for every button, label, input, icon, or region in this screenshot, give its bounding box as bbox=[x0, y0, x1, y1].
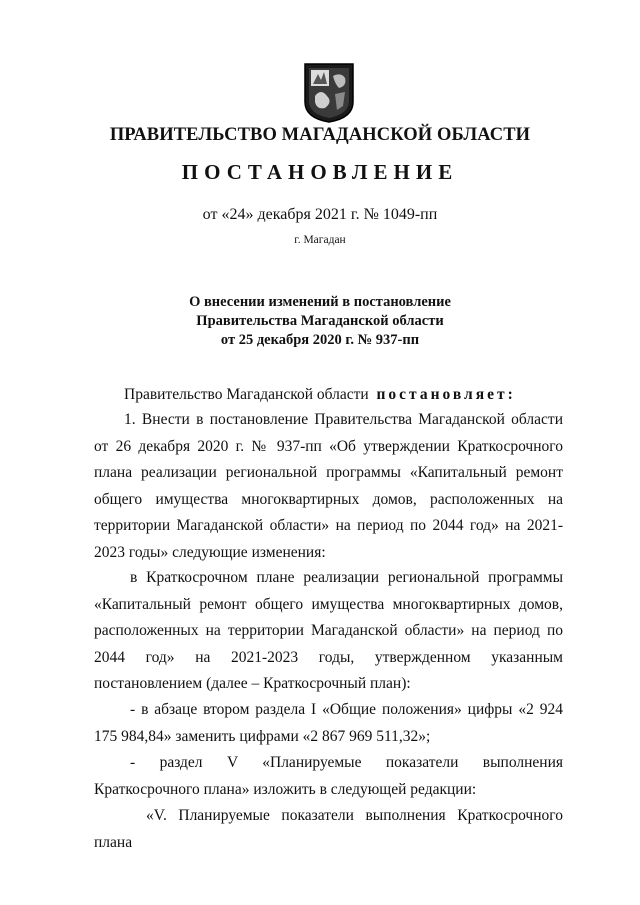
government-title: ПРАВИТЕЛЬСТВО МАГАДАНСКОЙ ОБЛАСТИ bbox=[109, 125, 531, 145]
decree-subject bbox=[0, 293, 640, 350]
paragraph-text: 1. Внести в постановление Правительства Магаданской области от 26 декабря 2020 г. № 937-пп «Об утверждении Краткосрочного плана реализации региональной программы «Капитальный ремонт общего имущества многоквартирных домов, расположенных на территории Магаданской области» на период по 2044 год» на 2021-2023 годы» следующие изменения: bbox=[94, 411, 563, 561]
decree-city: г. Магадан bbox=[294, 234, 346, 246]
paragraph-3 bbox=[94, 697, 563, 750]
subject-line: от 25 декабря 2020 г. № 937-пп bbox=[220, 332, 420, 348]
intro-verb: постановляет: bbox=[376, 386, 516, 403]
coat-of-arms-icon bbox=[303, 62, 355, 124]
paragraph-4 bbox=[94, 750, 563, 803]
subject-line: Правительства Магаданской области bbox=[196, 313, 444, 329]
intro-paragraph bbox=[94, 382, 563, 409]
intro-prefix: Правительство Магаданской области bbox=[124, 386, 369, 403]
document-type-title: ПОСТАНОВЛЕНИЕ bbox=[181, 160, 459, 184]
paragraph-text: «V. Планируемые показатели выполнения Краткосрочного плана bbox=[94, 807, 563, 851]
decree-date-number: от «24» декабря 2021 г. № 1049-пп bbox=[202, 206, 438, 223]
paragraph-text: в Краткосрочном плане реализации региональной программы «Капитальный ремонт общего имущества многоквартирных домов, расположенных на территории Магаданской области» на период по 2044 год» на 2021-2023 годы, утвержденном указанным постановлением (далее – Краткосрочный план): bbox=[94, 569, 563, 693]
paragraph-text: - в абзаце втором раздела I «Общие положения» цифры «2 924 175 984,84» заменить цифрами «2 867 969 511,32»; bbox=[94, 701, 563, 745]
paragraph-text: - раздел V «Планируемые показатели выполнения Краткосрочного плана» изложить в следующей редакции: bbox=[94, 754, 563, 798]
subject-line: О внесении изменений в постановление bbox=[189, 294, 451, 310]
paragraph-2 bbox=[94, 565, 563, 698]
paragraph-5 bbox=[94, 803, 563, 856]
paragraph-1 bbox=[94, 407, 563, 567]
